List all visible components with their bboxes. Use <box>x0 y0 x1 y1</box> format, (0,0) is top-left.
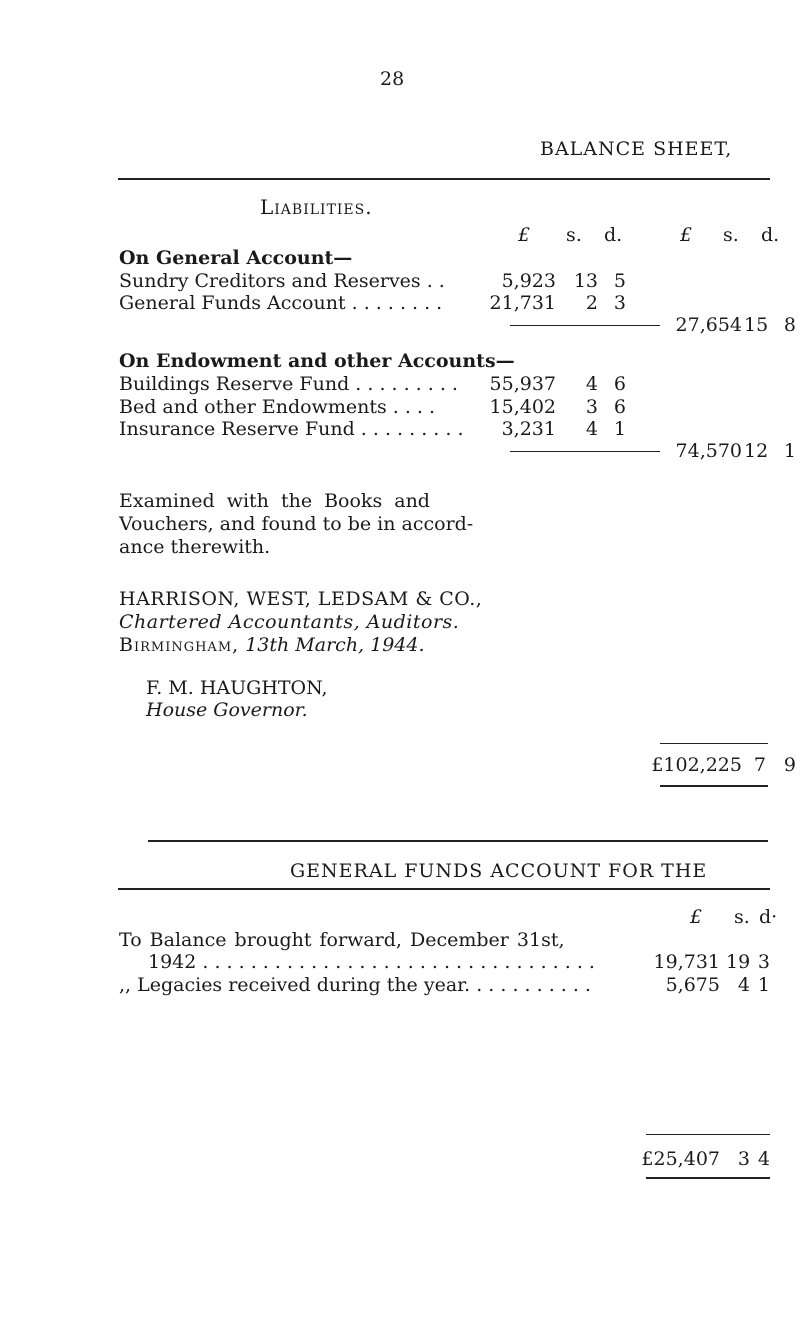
endowment-row-pence: 1 <box>613 418 626 440</box>
col-header-pound-1: £ <box>518 224 531 246</box>
page-number: 28 <box>380 68 405 90</box>
grand-total-pence: 9 <box>783 754 796 776</box>
endowment-total-shillings: 12 <box>744 440 769 462</box>
section-divider <box>148 840 768 842</box>
general-row-shillings: 13 <box>573 270 598 292</box>
endowment-row-shillings: 4 <box>585 418 598 440</box>
general-funds-heading-rule <box>118 888 770 890</box>
gf-row-label-line2: 1942 . . . . . . . . . . . . . . . . . . . . . . . . . . . . . . . . . <box>148 951 595 973</box>
heading-rule <box>118 178 770 180</box>
examined-line: Vouchers, and found to be in accord- <box>119 513 474 535</box>
gf-row-pence: 1 <box>757 974 770 996</box>
auditor-firm: HARRISON, WEST, LEDSAM & CO., <box>119 588 483 610</box>
general-total-pence: 8 <box>783 314 796 336</box>
endowment-total-pence: 1 <box>783 440 796 462</box>
general-row-pounds: 5,923 <box>501 270 556 292</box>
gf-row-shillings: 19 <box>726 951 751 973</box>
liabilities-title: Liabilities. <box>260 195 373 219</box>
auditor-title: Chartered Accountants, Auditors. <box>119 611 460 633</box>
examined-line: Examined with the Books and <box>119 490 430 512</box>
gf-total-rule-top <box>646 1134 770 1135</box>
governor-name: F. M. HAUGHTON, <box>146 677 328 699</box>
col-header-s-2: s. <box>723 224 739 246</box>
endowment-row-label: Buildings Reserve Fund . . . . . . . . . <box>119 373 458 395</box>
endowment-row-shillings: 3 <box>585 396 598 418</box>
endowment-row-pounds: 15,402 <box>489 396 556 418</box>
general-total-pounds: 27,654 <box>675 314 742 336</box>
general-total-shillings: 15 <box>744 314 769 336</box>
endowment-total-pounds: 74,570 <box>675 440 742 462</box>
col-header-d-2: d. <box>761 224 780 246</box>
grand-total-rule-top <box>660 743 768 744</box>
balance-sheet-heading: BALANCE SHEET, <box>540 138 733 160</box>
general-row-label: General Funds Account . . . . . . . . <box>119 292 443 314</box>
gf-col-header-d: d· <box>759 906 778 928</box>
endowment-row-pounds: 3,231 <box>501 418 556 440</box>
examined-line: ance therewith. <box>119 536 271 558</box>
general-row-pounds: 21,731 <box>489 292 556 314</box>
general-row-pence: 5 <box>613 270 626 292</box>
gf-row-pounds: 19,731 <box>653 951 720 973</box>
gf-total-pounds: £25,407 <box>641 1148 720 1170</box>
general-row-pence: 3 <box>613 292 626 314</box>
gf-row-shillings: 4 <box>737 974 750 996</box>
endowment-row-label: Insurance Reserve Fund . . . . . . . . . <box>119 418 464 440</box>
gf-col-header-s: s. <box>734 906 750 928</box>
endowment-row-pence: 6 <box>613 396 626 418</box>
general-row-label: Sundry Creditors and Reserves . . <box>119 270 445 292</box>
gf-col-header-pound: £ <box>690 906 703 928</box>
gf-total-pence: 4 <box>757 1148 770 1170</box>
gf-total-rule-bottom <box>646 1177 770 1179</box>
endowment-account-title: On Endowment and other Accounts— <box>119 350 515 372</box>
grand-total-rule-bottom <box>660 785 768 787</box>
col-header-pound-2: £ <box>680 224 693 246</box>
grand-total-shillings: 7 <box>753 754 766 776</box>
general-funds-heading: GENERAL FUNDS ACCOUNT FOR THE <box>290 860 708 882</box>
gf-row-label: ,, Legacies received during the year. . . . . . . . . . . <box>119 974 591 996</box>
grand-total-pounds: £102,225 <box>651 754 742 776</box>
general-total-dash <box>510 325 660 326</box>
auditor-place: Birmingham, <box>119 634 240 656</box>
col-header-d-1: d. <box>604 224 623 246</box>
col-header-s-1: s. <box>566 224 582 246</box>
endowment-row-pence: 6 <box>613 373 626 395</box>
general-account-title: On General Account— <box>119 247 353 269</box>
auditor-date: 13th March, 1944. <box>245 634 425 656</box>
gf-total-shillings: 3 <box>737 1148 750 1170</box>
endowment-row-label: Bed and other Endowments . . . . <box>119 396 436 418</box>
endowment-row-pounds: 55,937 <box>489 373 556 395</box>
gf-row-pence: 3 <box>757 951 770 973</box>
gf-row-pounds: 5,675 <box>665 974 720 996</box>
gf-row-label-line1: To Balance brought forward, December 31st, <box>119 929 565 951</box>
endowment-total-dash <box>510 451 660 452</box>
general-row-shillings: 2 <box>585 292 598 314</box>
endowment-row-shillings: 4 <box>585 373 598 395</box>
governor-title: House Governor. <box>146 699 308 721</box>
